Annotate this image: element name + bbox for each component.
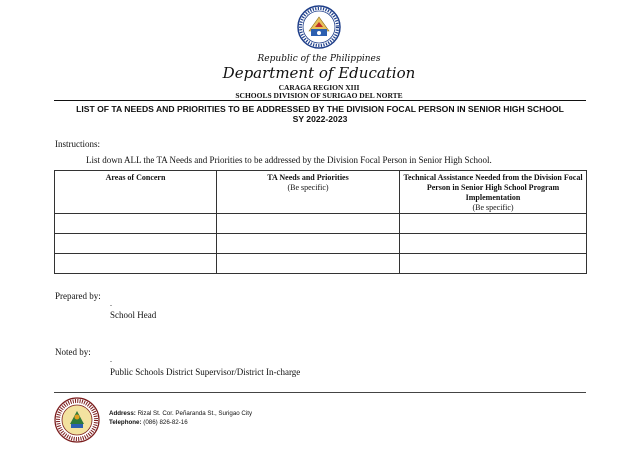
instructions-text: List down ALL the TA Needs and Priorities to be addressed by the Division Focal Person in Senior High School. — [86, 155, 492, 165]
column-title: TA Needs and Priorities — [267, 173, 349, 182]
republic-line: Republic of the Philippines — [257, 54, 381, 64]
division-name: SCHOOLS DIVISION OF SURIGAO DEL NORTE — [235, 91, 403, 100]
table-row — [55, 214, 587, 234]
column-header-technical-assistance — [400, 171, 587, 214]
footer-contact — [109, 409, 252, 427]
telephone-label: Telephone: — [109, 419, 142, 426]
table-cell[interactable] — [55, 214, 217, 234]
table-cell[interactable] — [217, 254, 400, 274]
column-header-ta-needs — [217, 171, 400, 214]
table-cell[interactable] — [217, 214, 400, 234]
table-cell[interactable] — [55, 234, 217, 254]
column-subtitle: (Be specific) — [472, 203, 514, 212]
column-header-areas — [55, 171, 217, 214]
table-row — [55, 254, 587, 274]
noted-by-label: Noted by: — [55, 347, 91, 357]
table-cell[interactable] — [400, 214, 587, 234]
instructions-label: Instructions: — [55, 139, 100, 149]
address-line — [109, 409, 252, 418]
column-subtitle: (Be specific) — [287, 183, 329, 192]
prepared-by-label: Prepared by: — [55, 291, 101, 301]
table-header-row — [55, 171, 587, 214]
footer-divider — [54, 392, 586, 393]
document-title — [54, 104, 586, 124]
address-label: Address: — [109, 410, 136, 417]
telephone-line — [109, 418, 252, 427]
table-cell[interactable] — [55, 254, 217, 274]
table-row — [55, 234, 587, 254]
document-title-line2: SY 2022-2023 — [292, 114, 348, 124]
table-cell[interactable] — [400, 254, 587, 274]
telephone-value: (086) 826-82-16 — [143, 419, 188, 426]
document-title-line1: LIST OF TA NEEDS AND PRIORITIES TO BE ADDRESSED BY THE DIVISION FOCAL PERSON IN SENIOR HIGH SCHOOL — [76, 104, 564, 114]
department-name: Department of Education — [222, 64, 416, 82]
column-title: Areas of Concern — [105, 173, 166, 182]
table-cell[interactable] — [400, 234, 587, 254]
signature-mark: - — [110, 359, 112, 365]
division-seal-icon — [54, 397, 100, 443]
table-cell[interactable] — [217, 234, 400, 254]
header-divider — [54, 100, 586, 101]
region-name: CARAGA REGION XIII — [278, 83, 360, 92]
ta-needs-table — [54, 170, 587, 274]
noted-by-role: Public Schools District Supervisor/District In-charge — [110, 367, 301, 377]
column-title: Technical Assistance Needed from the Division Focal Person in Senior High School Program Implementation — [403, 173, 583, 202]
address-value: Rizal St. Cor. Peñaranda St., Surigao City — [137, 410, 253, 417]
prepared-by-role: School Head — [110, 310, 157, 320]
signature-mark: - — [110, 303, 112, 309]
deped-seal-icon — [297, 5, 341, 49]
